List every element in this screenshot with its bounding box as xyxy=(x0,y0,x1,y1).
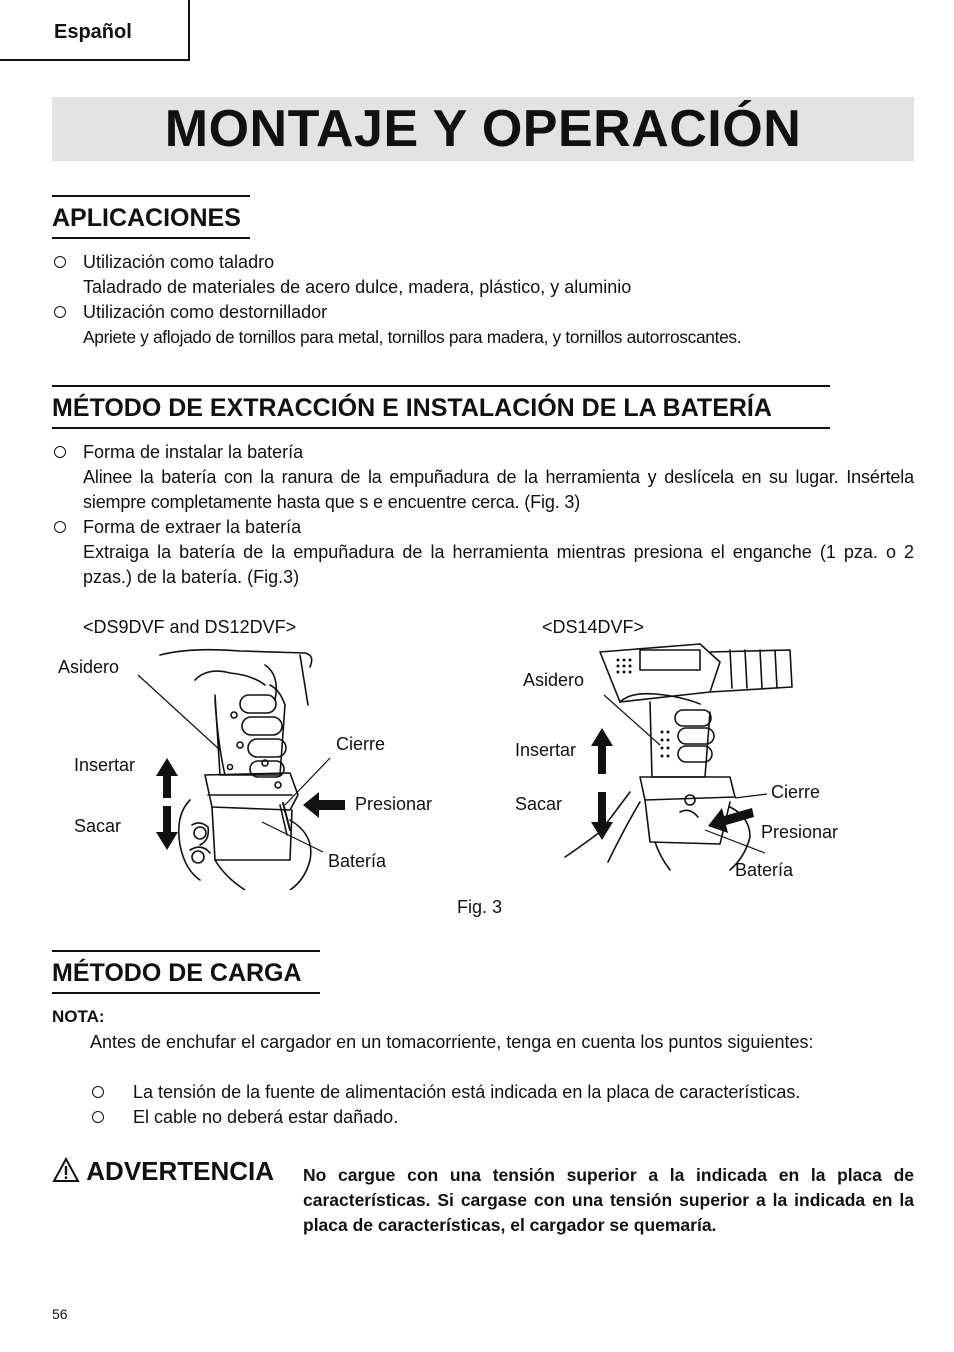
label-cierre: Cierre xyxy=(336,734,386,754)
note-item-text: La tensión de la fuente de alimentación está indicada en la placa de características. xyxy=(133,1082,801,1102)
note-label: NOTA: xyxy=(52,1007,105,1026)
item-label: Utilización como destornillador xyxy=(83,302,328,322)
list-item xyxy=(52,440,914,515)
item-description: Extraiga la batería de la empuñadura de la herramienta mientras presiona el enganche (1 pza. o 2 pzas.) de la batería. (Fig.3) xyxy=(83,542,914,587)
item-description: Alinee la batería con la ranura de la empuñadura de la herramienta y deslícela en su lugar. Insértela siempre completamente hasta que s e encuentre cerca. (Fig. 3) xyxy=(83,467,914,512)
label-insertar: Insertar xyxy=(74,755,136,775)
label-bateria: Batería xyxy=(735,860,794,880)
warning-label: ADVERTENCIA xyxy=(86,1156,275,1186)
circle-bullet-icon xyxy=(54,446,66,458)
label-insertar: Insertar xyxy=(515,740,577,760)
note-item-text: El cable no deberá estar dañado. xyxy=(133,1107,399,1127)
item-label: Forma de instalar la batería xyxy=(83,442,304,462)
section-heading-aplicaciones: APLICACIONES xyxy=(52,195,250,239)
label-sacar: Sacar xyxy=(515,794,563,814)
warning-heading xyxy=(52,1156,274,1187)
label-sacar: Sacar xyxy=(74,816,122,836)
label-asidero: Asidero xyxy=(58,657,120,677)
warning-text: No cargue con una tensión superior a la indicada en la placa de características. Si cargase con una tensión superior a la indicada en la placa de características, el cargador se quemaría. xyxy=(303,1165,914,1235)
circle-bullet-icon xyxy=(54,256,66,268)
label-asidero: Asidero xyxy=(523,670,585,690)
language-tab xyxy=(0,0,190,61)
label-bateria: Batería xyxy=(328,851,387,871)
note-text: Antes de enchufar el cargador en un tomacorriente, tenga en cuenta los puntos siguientes: xyxy=(90,1032,814,1052)
section-heading-carga: MÉTODO DE CARGA xyxy=(52,950,320,994)
circle-bullet-icon xyxy=(92,1111,104,1123)
figure-caption: Fig. 3 xyxy=(457,897,503,917)
item-description: Taladrado de materiales de acero dulce, madera, plástico, y aluminio xyxy=(83,277,632,297)
list-item xyxy=(90,1080,914,1105)
page-title: MONTAJE Y OPERACIÓN xyxy=(164,100,802,158)
circle-bullet-icon xyxy=(54,306,66,318)
leader-lines xyxy=(0,640,954,900)
insert-remove-arrows-icon xyxy=(589,728,615,840)
circle-bullet-icon xyxy=(92,1086,104,1098)
page-title-banner xyxy=(52,97,914,161)
list-item xyxy=(90,1105,914,1130)
figure-right-model: <DS14DVF> xyxy=(542,617,645,637)
section-heading-bateria: MÉTODO DE EXTRACCIÓN E INSTALACIÓN DE LA BATERÍA xyxy=(52,385,830,429)
item-label: Forma de extraer la batería xyxy=(83,517,302,537)
item-description: Apriete y aflojado de tornillos para metal, tornillos para madera, y tornillos autorroscantes. xyxy=(83,327,742,347)
circle-bullet-icon xyxy=(54,521,66,533)
page-number: 56 xyxy=(52,1306,68,1322)
press-arrow-icon xyxy=(708,804,754,834)
list-item xyxy=(52,250,914,300)
list-item xyxy=(52,300,914,350)
warning-triangle-icon xyxy=(52,1157,80,1183)
list-item xyxy=(52,515,914,590)
language-label: Español xyxy=(54,21,132,43)
label-cierre: Cierre xyxy=(771,782,821,802)
item-label: Utilización como taladro xyxy=(83,252,275,272)
label-presionar: Presionar xyxy=(761,822,839,842)
figure-left-model: <DS9DVF and DS12DVF> xyxy=(83,617,297,637)
label-presionar: Presionar xyxy=(355,794,433,814)
